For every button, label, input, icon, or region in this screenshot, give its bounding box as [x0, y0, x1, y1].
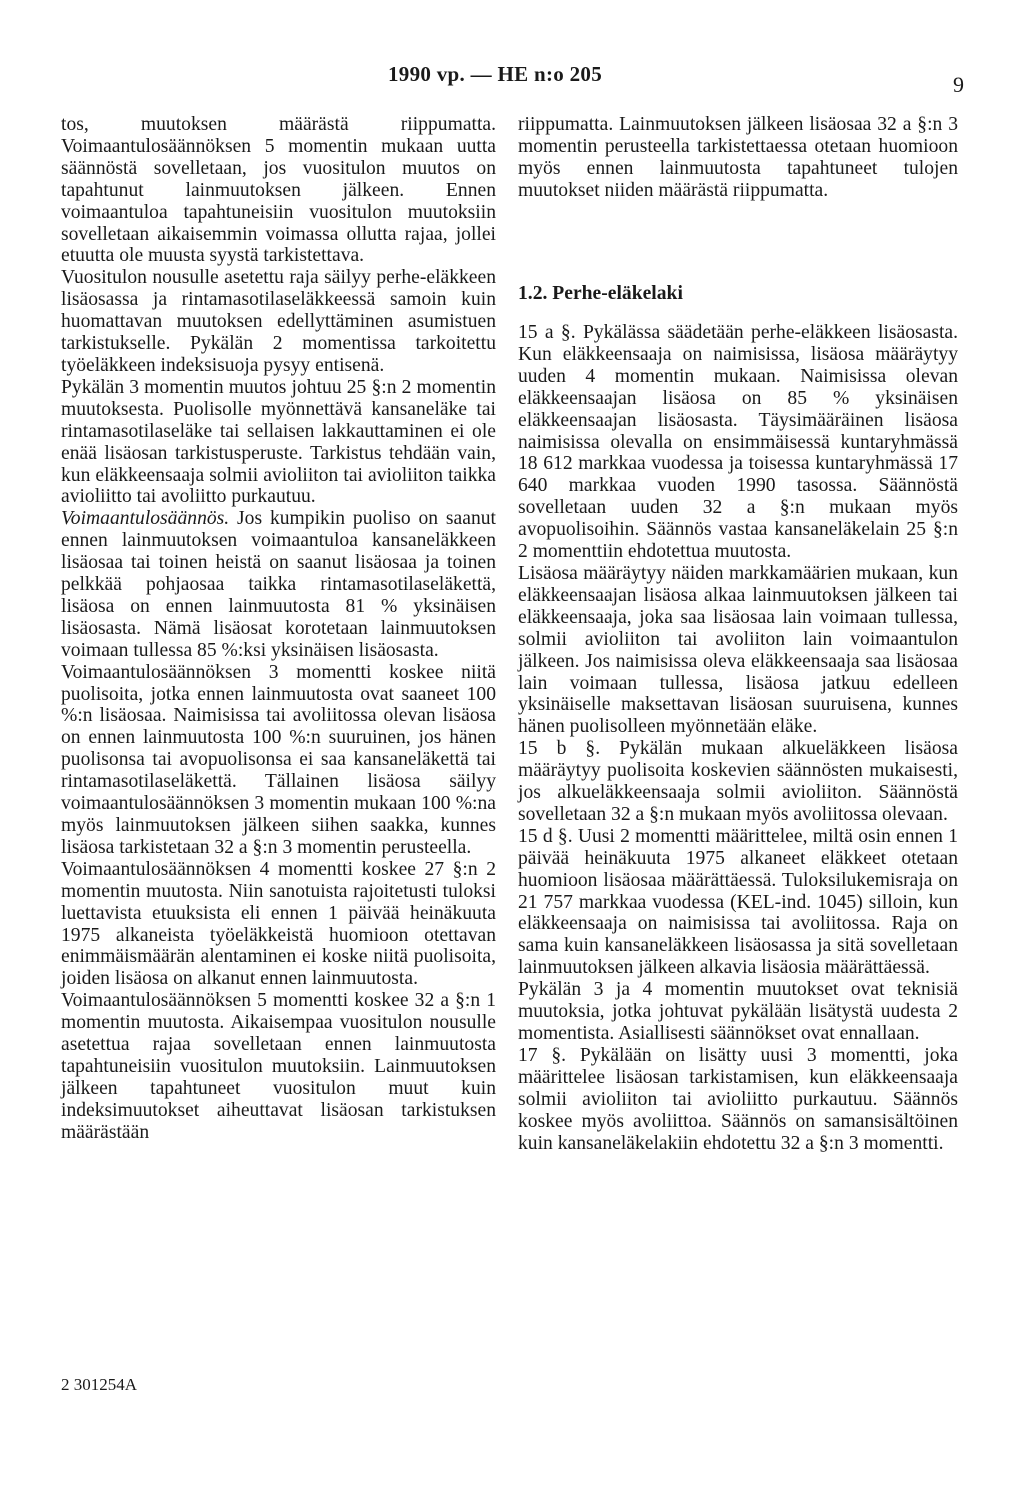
paragraph: riippumatta. Lainmuutoksen jälkeen lisäosaa 32 a §:n 3 momentin perusteella tarkistettaessa otetaan huomioon myös ennen lainmuutosta tapahtuneet tulojen muutokset niiden määrästä riippumatta.: [518, 114, 958, 201]
right-column-body: [518, 322, 958, 1154]
paragraph: 17 §. Pykälään on lisätty uusi 3 momentti, joka määrittelee lisäosan tarkistamisen, kun eläkkeensaaja solmii avioliiton tai avioliitto purkautuu. Säännös koskee myös avoliittoa. Säännös on samansisältöinen kuin kansaneläkelakiin ehdotettu 32 a §:n 3 momentti.: [518, 1044, 958, 1154]
paragraph: 15 b §. Pykälän mukaan alkueläkkeen lisäosa määräytyy puolisoita koskevien säännösten mukaisesti, jos alkueläkkeensaaja solmii avioliiton. Säännöstä sovelletaan 32 a §:n mukaan myös avoliitossa olevaan.: [518, 738, 958, 825]
paragraph: Voimaantulosäännöksen 4 momentti koskee 27 §:n 2 momentin muutosta. Niin sanotuista rajoitetusti tuloksi luettavista etuuksista eli ennen 1 päivää heinäkuuta 1975 alkaneista työeläkkeistä huomioon otettavan enimmäismäärän alentaminen ei koske niitä puolisoita, joiden lisäosa on alkanut ennen lainmuutosta.: [61, 858, 496, 990]
paragraph: Voimaantulosäännöksen 3 momentti koskee niitä puolisoita, jotka ennen lainmuutosta ovat saaneet 100 %:n lisäosaa. Naimisissa tai avoliitossa olevan lisäosa on ennen lainmuutosta 100 %:n suuruinen, jos hänen puolisonsa tai avopuolisonsa ei saa kansaneläkettä tai rintamasotilaseläkettä. Tällainen lisäosa säilyy voimaantulosäännöksen 3 momentin mukaan 100 %:na myös lainmuutoksen jälkeen siihen saakka, kunnes lisäosa tarkistetaan 32 a §:n 3 momentin perusteella.: [61, 661, 496, 858]
paragraph: Pykälän 3 momentin muutos johtuu 25 §:n 2 momentin muutoksesta. Puolisolle myönnettävä kansaneläke tai rintamasotilaseläke tai sellaisen lakkauttaminen ei ole enää lisäosan tarkistusperuste. Tarkistus tehdään vain, kun eläkkeensaaja solmii avioliiton tai avioliiton taikka avioliitto tai avoliitto purkautuu.: [61, 376, 496, 508]
paragraph: Vuositulon nousulle asetettu raja säilyy perhe-eläkkeen lisäosassa ja rintamasotilaseläkkeessä samoin kuin huomattavan muutoksen edellyttäminen asumistuen tarkistukselle. Pykälän 2 momentissa tarkoitettu työeläkkeen indeksisuoja pysyy entisenä.: [61, 267, 496, 376]
page-header: [0, 62, 1024, 97]
voimaantulo-label: Voimaantulosäännös.: [61, 508, 230, 530]
right-column-intro: [518, 114, 958, 202]
print-code: 2 301254A: [61, 1375, 138, 1394]
document-title: 1990 vp. — HE n:o 205: [388, 62, 602, 86]
paragraph: tos, muutoksen määrästä riippumatta. Voimaantulosäännöksen 5 momentin mukaan uutta säännöstä sovelletaan, jos vuositulon muutos on tapahtunut lainmuutoksen jälkeen. Ennen voimaantuloa tapahtuneisiin vuositulon muutoksiin sovelletaan aikaisemmin voimassa ollutta rajaa, jollei etuutta ole muusta syystä tarkistettava.: [61, 114, 496, 267]
voimaantulo-text: Jos kumpikin puoliso on saanut ennen lainmuutoksen voimaantuloa kansaneläkkeen lisäosaa tai toinen heistä on saanut lisäosaa ja toinen pelkkää pohjaosaa taikka rintamasotilaseläkettä, lisäosa on ennen lainmuutosta 81 % yksinäisen lisäosasta. Nämä lisäosat korotetaan lainmuutoksen voimaan tullessa 85 %:ksi yksinäisen lisäosasta.: [61, 508, 496, 661]
paragraph-voimaantulo: [61, 508, 496, 661]
paragraph: Pykälän 3 ja 4 momentin muutokset ovat teknisiä muutoksia, jotka johtuvat pykälään lisätystä uudesta 2 momentista. Asiallisesti säännökset ovat ennallaan.: [518, 979, 958, 1044]
paragraph: 15 d §. Uusi 2 momentti määrittelee, miltä osin ennen 1 päivää heinäkuuta 1975 alkaneet eläkkeet otetaan huomioon lisäosaa määrättäessä. Tuloksilukemisraja on 21 757 markkaa vuodessa (KEL-ind. 1045) silloin, kun eläkkeensaaja on naimisissa tai avoliitossa. Raja on sama kuin kansaneläkkeen lisäosassa ja sitä sovelletaan lainmuutoksen jälkeen alkavia lisäosia määrättäessä.: [518, 825, 958, 979]
paragraph: Voimaantulosäännöksen 5 momentti koskee 32 a §:n 1 momentin muutosta. Aikaisempaa vuositulon nousulle asetettua rajaa sovelletaan ennen lainmuutosta tapahtuneisiin vuositulon muutoksiin. Lainmuutoksen jälkeen tapahtuneet vuositulon muut kuin indeksimuutokset aiheuttavat lisäosan tarkistuksen määrästään: [61, 990, 496, 1143]
section-heading: 1.2. Perhe-eläkelaki: [518, 283, 683, 304]
left-column: [61, 114, 496, 1144]
page-number: 9: [953, 72, 964, 97]
paragraph: 15 a §. Pykälässa säädetään perhe-eläkkeen lisäosasta. Kun eläkkeensaaja on naimisissa, lisäosa määräytyy uuden 4 momentin mukaan. Naimisissa olevan eläkkeensaajan lisäosa on 85 % yksinäisen eläkkeensaajan lisäosasta. Täysimääräinen lisäosa naimisissa olevalla on ensimmäisessä kuntaryhmässä 18 612 markkaa vuodessa ja toisessa kuntaryhmässä 17 640 markkaa vuoden 1990 tasossa. Säännöstä sovelletaan uuden 32 a §:n mukaan myös avopuolisoihin. Säännös vastaa kansaneläkelain 25 §:n 2 momenttiin ehdotettua muutosta.: [518, 322, 958, 563]
paragraph: Lisäosa määräytyy näiden markkamäärien mukaan, kun eläkkeensaajan lisäosa alkaa lainmuutoksen jälkeen tai eläkkeensaaja, joka saa lisäosaa lain voimaan tullessa, solmii avioliiton tai avoliiton lain voimaantulon jälkeen. Jos naimisissa oleva eläkkeensaaja saa lisäosaa lain voimaan tullessa, lisäosa jatkuu edelleen yksinäiselle maksettavan lisäosan suuruisena, kunnes hänen puolisolleen myönnetään eläke.: [518, 562, 958, 738]
